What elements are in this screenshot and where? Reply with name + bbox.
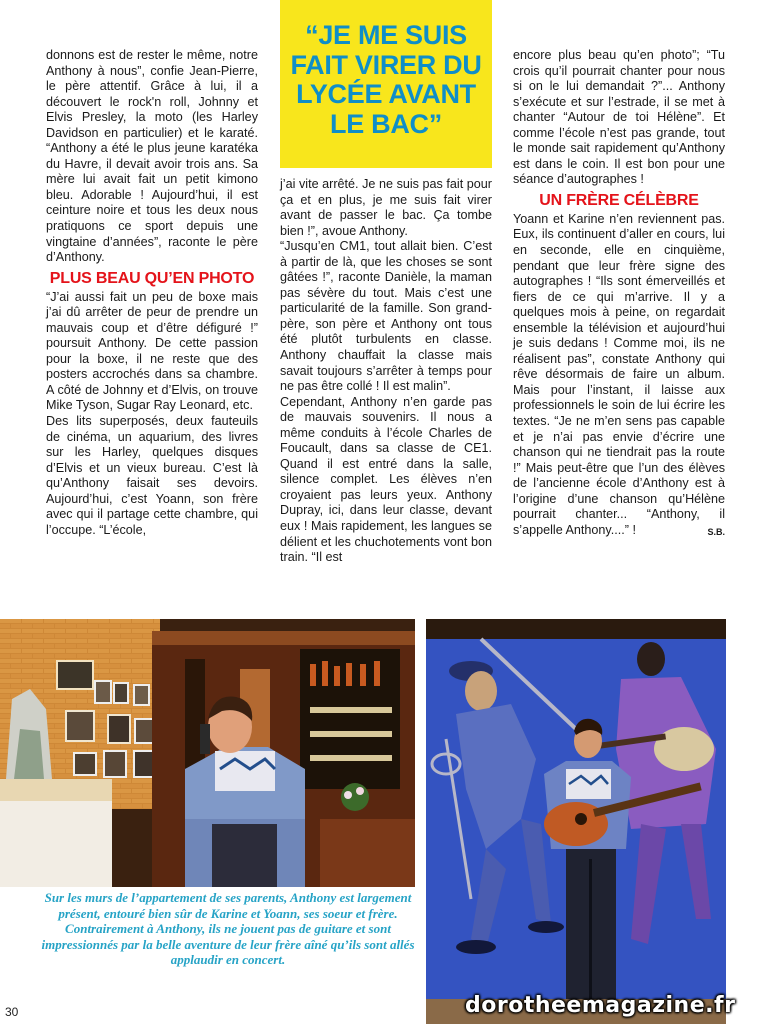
site-watermark: dorotheemagazine.fr	[465, 993, 736, 1018]
photo-caption: Sur les murs de l’appartement de ses parents, Anthony est largement présent, entouré bien sûr de Karine et Yoann, ses soeur et frère. Contrairement à Anthony, ils ne jouent pas de guitare et sont impressionnés par la belle aventure de leur frère aîné qu’ils sont allés applaudir en concert.	[41, 890, 415, 968]
living-room-illustration	[0, 619, 415, 887]
col2-paragraph-2: “Jusqu’en CM1, tout allait bien. C’est à partir de là, que les choses se sont gâtées !”, raconte Danièle, la maman pas sévère du tout. Mais c’est une particularité de la famille. Son grand-père, son père et Anthony ont tous été plutôt turbulents en classe. Anthony chauffait la classe mais savait toujours s’arrêter à temps pour ne pas être collé ! Il est malin”.	[280, 239, 492, 394]
mural-illustration	[426, 619, 726, 1024]
author-signature: S.B.	[707, 526, 725, 537]
col2-paragraph-1: j’ai vite arrêté. Je ne suis pas fait pour ça et en plus, je me suis fait virer avant de passer le bac. Ça tombe bien !”, avoue Anthony.	[280, 177, 492, 238]
col2-paragraph-3: Cependant, Anthony n’en garde pas de mauvais souvenirs. Il nous a même conduits à l’école Charles de Foucault, dans sa classe de CE1. Quand il est entré dans la salle, silence complet. Les élèves n’en croyaient pas leurs yeux. Anthony Dupray, ici, dans leur classe, devant eux ! Mais rapidement, les langues se délient et les chuchotements vont bon train. “Il est	[280, 394, 492, 565]
article-column-2	[280, 177, 492, 566]
photo-mural-guitar	[426, 619, 726, 1024]
col1-paragraph-2: “J’ai aussi fait un peu de boxe mais j’ai dû arrêter de peur de prendre un mauvais coup et d’être défiguré !” poursuit Anthony. De cette passion pour la boxe, il ne reste que des posters accrochés dans sa chambre. A côté de Johnny et d’Elvis, on trouve Mike Tyson, Sugar Ray Leonard, etc.	[46, 289, 258, 413]
pull-quote-text: “JE ME SUIS FAIT VIRER DU LYCÉE AVANT LE BAC”	[290, 20, 482, 139]
col3-paragraph-1: encore plus beau qu’en photo”; “Tu crois qu’il pourrait chanter pour nous si on le lui demandait ?”... Anthony s’exécute et sur l’estrade, il se met à chanter “Autour de toi Hélène”. Et comme l’école n’est pas grande, tout le monde sait rapidement qu’Anthony est dans le coin. Il est bon pour une séance d’autographes !	[513, 48, 725, 187]
pull-quote-box	[280, 0, 492, 168]
article-column-3	[513, 48, 725, 540]
col1-paragraph-1: donnons est de rester le même, notre Anthony à nous”, confie Jean-Pierre, le père attentif. Grâce à lui, il a découvert le rock'n roll, Johnny et Elvis Presley, la moto (les Harley Davidson en particulier) et le karaté. “Anthony a été le plus jeune karatéka du Havre, il devait avoir trois ans. Sa mère lui avait fait un petit kimono bleu. Adorable ! Aujourd’hui, il est ceinture noire et tous les deux nous pratiquons ce sport depuis une vingtaine d’années”, raconte le père d’Anthony.	[46, 48, 258, 265]
article-column-1	[46, 48, 258, 538]
col1-paragraph-3: Des lits superposés, deux fauteuils de cinéma, un aquarium, des livres sur les Harley, quelques disques d’Elvis et un vieux bureau. C’est là qu’Anthony faisait ses devoirs. Aujourd’hui, c’est Yoann, son frère avec qui il partage cette chambre, qui l’occupe. “L’école,	[46, 414, 258, 537]
section-heading-plus-beau: PLUS BEAU QU’EN PHOTO	[49, 269, 255, 287]
section-heading-frere-celebre: UN FRÈRE CÉLÈBRE	[539, 191, 699, 209]
page-number: 30	[5, 1005, 19, 1019]
col3-paragraph-2-text: Yoann et Karine n’en reviennent pas. Eux, ils continuent d’aller en cours, lui en seconde, elle en cinquième, pendant que leur frère signe des autographes ! “Ils sont émerveillés et fiers de ce qui m’arrive. Il y a quelques mois à peine, on regardait ensemble la télévision et aujourd’hui je suis dedans ! Comme moi, ils ne réalisent pas”, constate Anthony qui rêve désormais de faire un album. Mais pour l’instant, il laisse aux professionnels le soin de lui écrire les textes. “Je ne m’en sens pas capable et je n’ai pas envie d’écrire une chanson qui ne tiendrait pas la route !” Mais peut-être que l’un des élèves de l’ancienne école d’Anthony est à l’origine d’une chanson qu’Hélène pourrait chanter... “Anthony, il s’appelle Anthony....” !	[513, 211, 725, 537]
col3-paragraph-2	[513, 212, 725, 538]
photo-living-room	[0, 619, 415, 887]
